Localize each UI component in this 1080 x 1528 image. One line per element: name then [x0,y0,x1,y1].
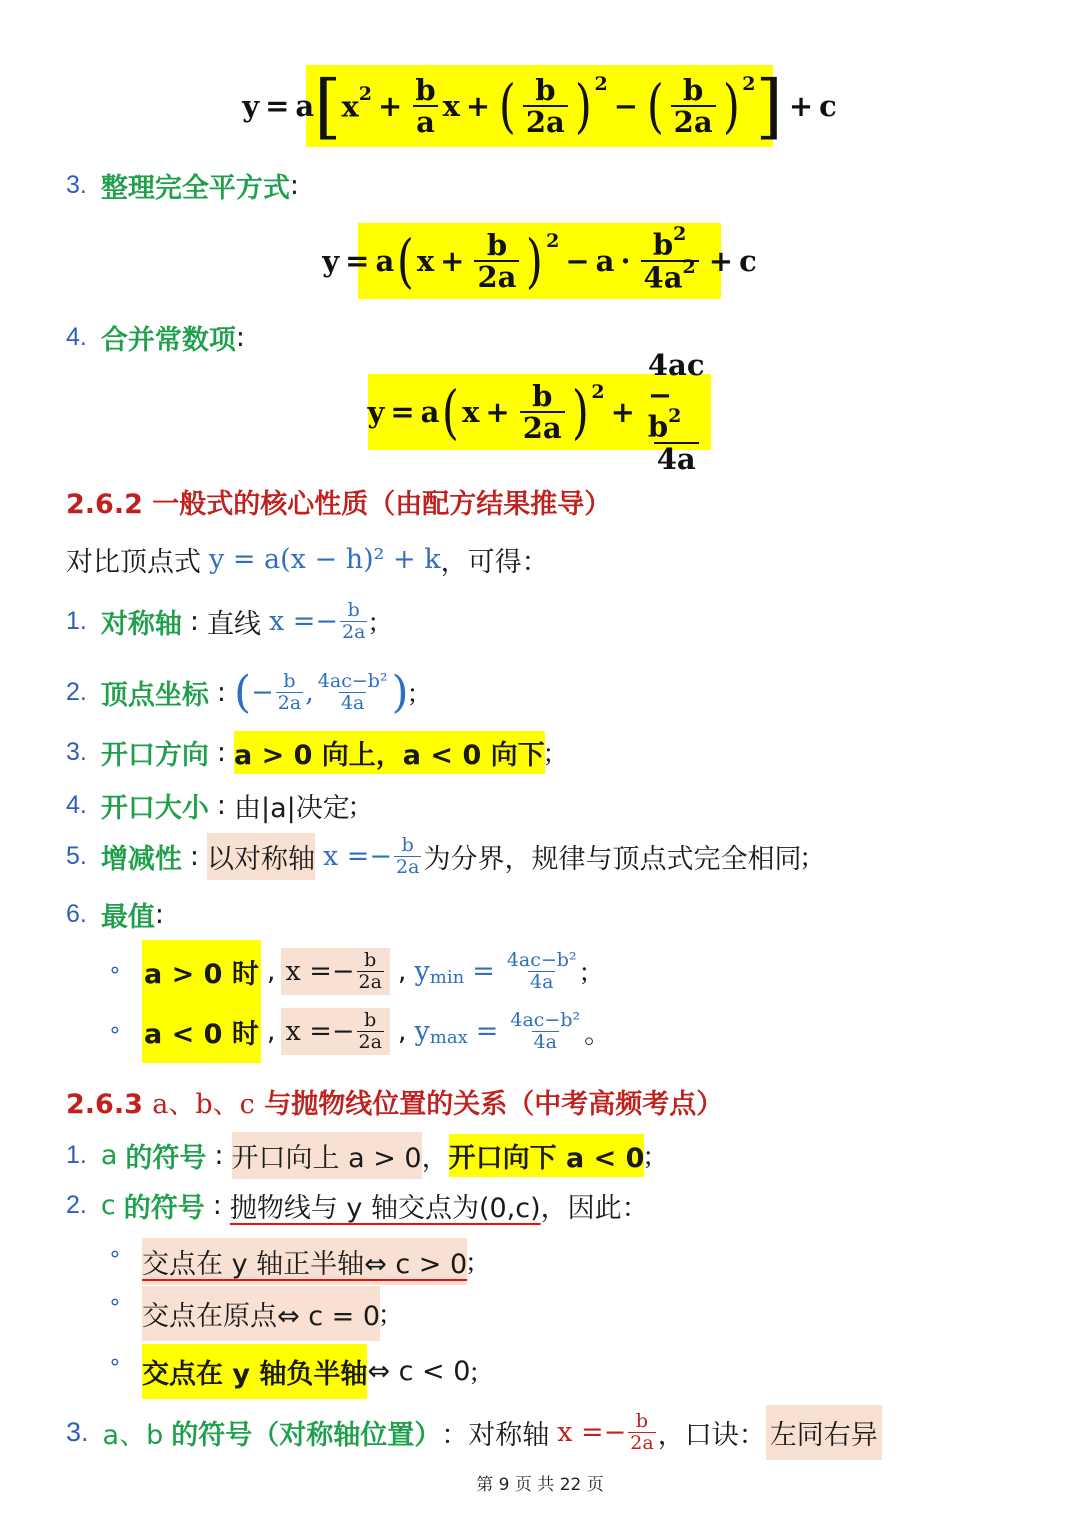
step-item-3: 3. 整理完全平方式 : [66,166,299,205]
property-opening-size: 4. 开口大小 : 由|a|决定 ; [66,790,358,824]
bullet-icon: ∘ [108,1290,122,1315]
mnemonic: 左同右异 [766,1405,882,1460]
step-item-4: 4. 合并常数项 : [66,318,245,357]
c-negative: 交点在 y 轴负半轴 ⇔ c < 0 ; [142,1344,478,1399]
extrema-min: a > 0 时 , x =− $\frac{b}{2a}$ , y min = $\frac{\text{4ac−b²}}{4a}$ ; [142,940,588,1003]
sign-of-a: 1. a 的符号 : 开口向上 a > 0 ， 开口向下 a < 0 ; [66,1132,652,1179]
property-monotonicity: 5. 增减性 : 以对称轴 x =− $\frac{b}{2a}$ 为分界，规律与顶点式完全相同 ; [66,834,809,878]
property-extrema: 6. 最值 : [66,899,164,933]
bullet-icon: ∘ [108,958,122,983]
highlight-direction: a > 0 向上，a < 0 向下 [234,731,545,774]
formula-box-vertex-form: y = a ( x + $\frac{b}{2a}$ ) 2 + $\frac{4ac - b^2}{4a}$ [368,374,711,450]
bullet-icon: ∘ [108,1018,122,1043]
intro-line: 对比顶点式 y = a(x − h)² + k ，可得： [66,544,549,578]
bullet-icon: ∘ [108,1350,122,1375]
step-number: 3. [66,171,87,199]
step-number: 4. [66,323,87,351]
step-label: 合并常数项 [100,325,236,356]
step-label: 整理完全平方式 [100,173,290,204]
sign-of-c: 2. c 的符号 : 抛物线与 y 轴交点为(0,c) ，因此： [66,1190,649,1224]
formula-box-perfect-square: y = a ( x + $\frac{b}{2a}$ ) 2 − a · $\frac{b^2}{4a^2}$ + c [358,223,721,299]
property-opening-direction: 3. 开口方向 : a > 0 向上，a < 0 向下 ; [66,731,552,774]
page-footer: 第 9 页 共 22 页 [476,1475,604,1495]
formula-box-completing-square: y = a [ $x^2$ + $\frac{b}{a}$ x + ( $\frac{b}{2a}$ ) 2 − ( $\frac{b}{2a}$ ) 2 ] + c [242,65,837,147]
extrema-max: a < 0 时 , x =− $\frac{b}{2a}$ , y max = $\frac{\text{4ac−b²}}{4a}$ 。 [142,1000,611,1063]
c-zero: 交点在原点⇔ c = 0 ; [142,1286,388,1341]
c-positive: 交点在 y 轴正半轴⇔ c > 0 ; [142,1238,475,1285]
bullet-icon: ∘ [108,1242,122,1267]
property-vertex-coordinates: 2. 顶点坐标 : ( − $\frac{b}{2a}$ , 4ac−b² 4a ) ; [66,667,417,718]
vertex-form-formula: y = a(x − h)² + k [209,544,441,575]
sign-of-a-b: 3. a、b 的符号（对称轴位置） ：对称轴 x =− $\frac{b}{2a}$ ，口诀： 左同右异 [66,1405,882,1460]
highlight-axis: 以对称轴 [207,833,315,880]
property-axis-of-symmetry: 1. 对称轴 : 直线 x =− $\frac{b}{2a}$ ; [66,599,377,643]
section-heading-2-6-3: 2.6.3 a、b、c 与抛物线位置的关系（中考高频考点） [66,1089,724,1120]
section-heading-2-6-2: 2.6.2 一般式的核心性质（由配方结果推导） [66,489,612,520]
